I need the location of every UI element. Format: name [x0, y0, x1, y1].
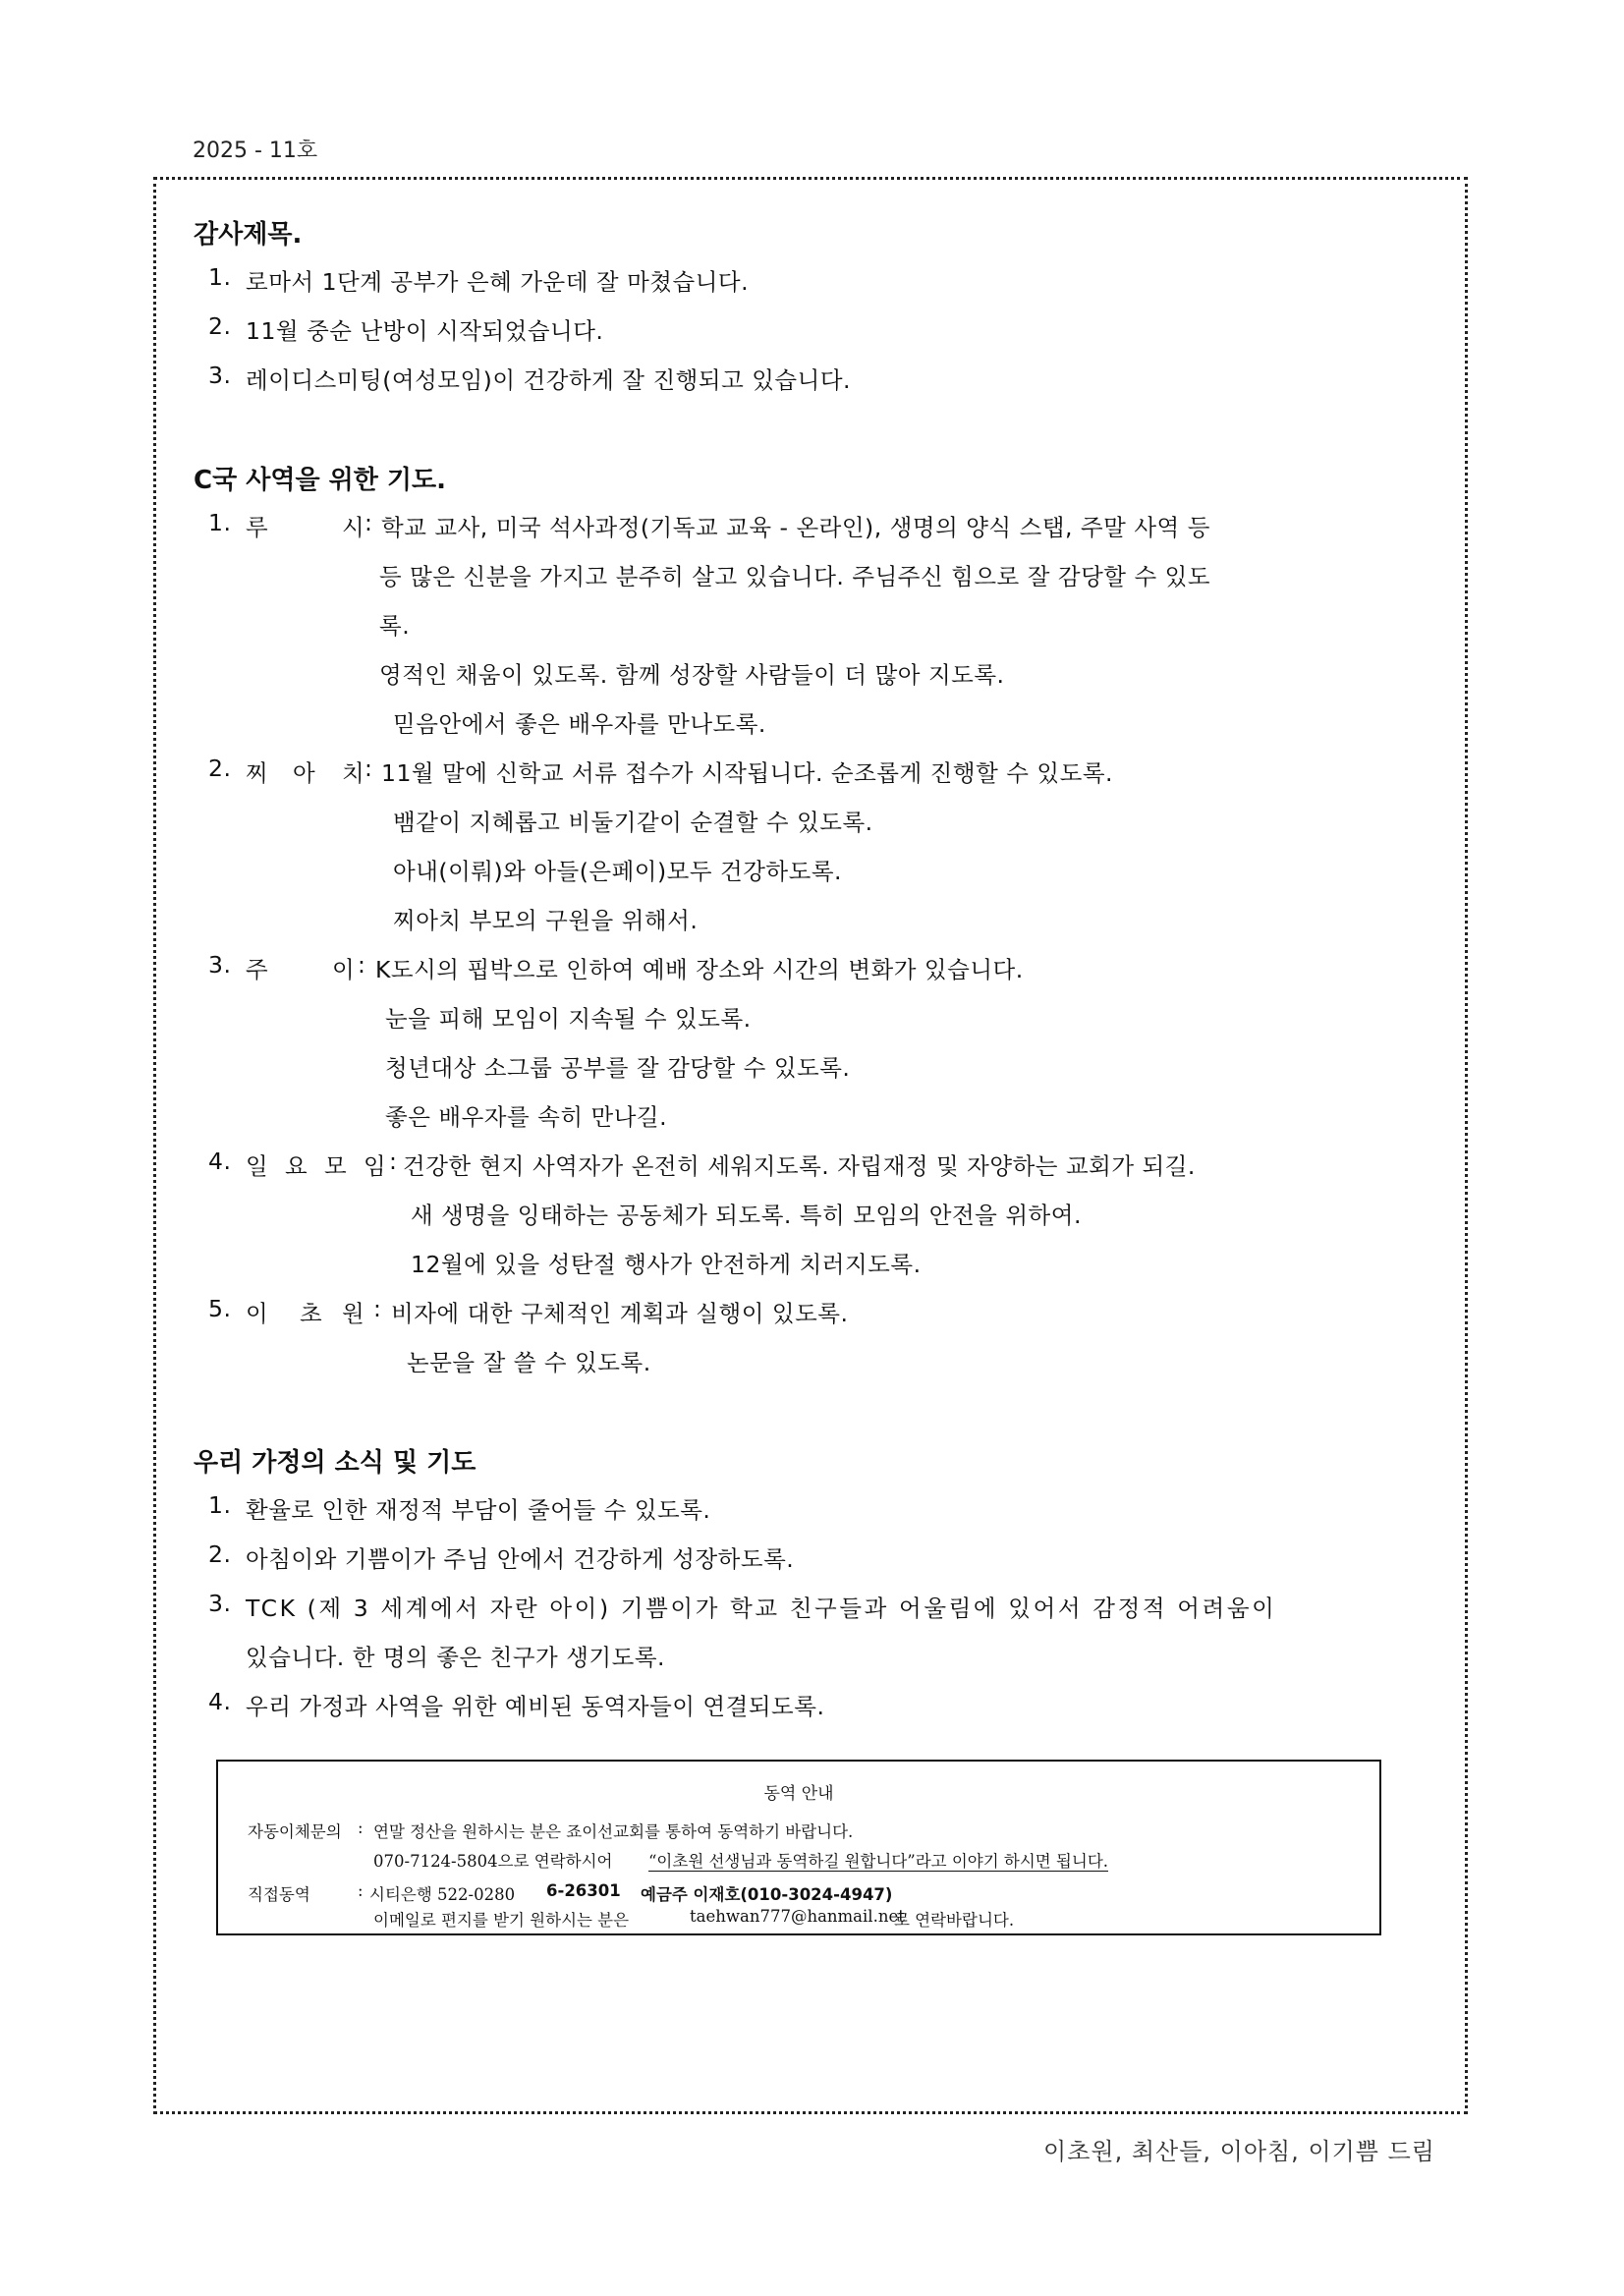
- signature: 이초원, 최산들, 이아침, 이기쁨 드림: [1043, 2138, 1435, 2165]
- prayer-line: 새 생명을 잉태하는 공동체가 되도록. 특히 모임의 안전을 위하여.: [411, 1202, 1082, 1229]
- person-name-char: 루: [246, 514, 269, 541]
- list-item-number: 3.: [208, 362, 232, 389]
- prayer-line: 비자에 대한 구체적인 계획과 실행이 있도록.: [391, 1300, 849, 1327]
- prayer-line: 록.: [379, 612, 411, 640]
- prayer-line: 11월 말에 신학교 서류 접수가 시작됩니다. 순조롭게 진행할 수 있도록.: [381, 759, 1113, 787]
- name-separator: :: [364, 509, 373, 536]
- prayer-line: 학교 교사, 미국 석사과정(기독교 교육 - 온라인), 생명의 양식 스탭, 주말 사역 등: [381, 514, 1210, 541]
- person-name-char: 이: [332, 956, 356, 983]
- person-name-char: 임: [364, 1152, 387, 1180]
- list-item-number: 1.: [208, 1491, 232, 1519]
- prayer-line: K도시의 핍박으로 인하여 예배 장소와 시간의 변화가 있습니다.: [375, 956, 1024, 983]
- section-title-family: 우리 가정의 소식 및 기도: [194, 1448, 476, 1478]
- person-name-char: 아: [293, 759, 316, 787]
- prayer-line: 믿음안에서 좋은 배우자를 만나도록.: [393, 710, 766, 738]
- list-item-number: 2.: [208, 312, 232, 340]
- list-item-text: 로마서 1단계 공부가 은혜 가운데 잘 마쳤습니다.: [246, 268, 750, 296]
- direct-support-label: 직접동역: [248, 1885, 310, 1904]
- person-name-char: 시: [342, 514, 365, 541]
- list-item-number: 1.: [208, 263, 232, 291]
- bank-account-suffix: 6-26301: [546, 1881, 621, 1900]
- person-name-char: 일: [246, 1152, 269, 1180]
- prayer-line: 아내(이뤄)와 아들(은페이)모두 건강하도록.: [393, 858, 842, 885]
- support-info-box: [216, 1760, 1381, 1935]
- person-name-char: 원: [342, 1300, 365, 1327]
- person-name-char: 모: [324, 1152, 348, 1180]
- list-item-number: 2.: [208, 755, 232, 782]
- name-separator: :: [364, 755, 373, 782]
- prayer-line: 영적인 채움이 있도록. 함께 성장할 사람들이 더 많아 지도록.: [379, 661, 1005, 689]
- list-item-text: 아침이와 기쁨이가 주님 안에서 건강하게 성장하도록.: [246, 1545, 795, 1573]
- section-title-ministry: C국 사역을 위한 기도.: [194, 466, 447, 495]
- prayer-line: 청년대상 소그룹 공부를 잘 감당할 수 있도록.: [385, 1054, 851, 1082]
- prayer-line: 건강한 현지 사역자가 온전히 세워지도록. 자립재정 및 자양하는 교회가 되길.: [403, 1152, 1196, 1180]
- person-name-char: 치: [342, 759, 365, 787]
- list-item-number: 3.: [208, 951, 232, 979]
- name-separator: :: [373, 1295, 382, 1322]
- bank-account-prefix: 시티은행 522-0280: [369, 1885, 516, 1904]
- email-note-suffix: 로 연락바랍니다.: [894, 1911, 1015, 1930]
- prayer-line: 논문을 잘 쓸 수 있도록.: [407, 1349, 651, 1376]
- prayer-line: 12월에 있을 성탄절 행사가 안전하게 치러지도록.: [411, 1251, 922, 1278]
- prayer-line: 등 많은 신분을 가지고 분주히 살고 있습니다. 주님주신 힘으로 잘 감당할 수 있도: [379, 563, 1211, 590]
- list-item-text: 있습니다. 한 명의 좋은 친구가 생기도록.: [246, 1644, 666, 1671]
- account-holder: 예금주 이재호(010-3024-4947): [641, 1885, 893, 1904]
- person-name-char: 이: [246, 1300, 269, 1327]
- list-item-text: TCK (제 3 세계에서 자란 아이) 기쁨이가 학교 친구들과 어울림에 있어서 감정적 어려움이: [246, 1595, 1277, 1622]
- list-item-text: 11월 중순 난방이 시작되었습니다.: [246, 317, 604, 345]
- prayer-line: 좋은 배우자를 속히 만나길.: [385, 1103, 668, 1131]
- support-box-title: 동역 안내: [763, 1784, 834, 1804]
- email-note-prefix: 이메일로 편지를 받기 원하시는 분은: [373, 1911, 630, 1930]
- person-name-char: 요: [285, 1152, 308, 1180]
- auto-transfer-label: 자동이체문의: [248, 1822, 342, 1841]
- list-item-text: 환율로 인한 재정적 부담이 줄어들 수 있도록.: [246, 1496, 711, 1524]
- direct-support-separator: :: [358, 1881, 364, 1900]
- list-item-number: 1.: [208, 509, 232, 536]
- prayer-line: 뱀같이 지혜롭고 비둘기같이 순결할 수 있도록.: [393, 809, 873, 836]
- person-name-char: 주: [246, 956, 269, 983]
- issue-number: 2025 - 11호: [193, 139, 318, 163]
- list-item-number: 4.: [208, 1688, 232, 1715]
- name-separator: :: [358, 951, 366, 979]
- section-title-thanks: 감사제목.: [194, 220, 303, 250]
- prayer-line: 찌아치 부모의 구원을 위해서.: [393, 907, 699, 934]
- list-item-text: 우리 가정과 사역을 위한 예비된 동역자들이 연결되도록.: [246, 1693, 825, 1720]
- list-item-text: 레이디스미팅(여성모임)이 건강하게 잘 진행되고 있습니다.: [246, 366, 852, 394]
- list-item-number: 5.: [208, 1295, 232, 1322]
- list-item-number: 3.: [208, 1590, 232, 1617]
- person-name-char: 초: [300, 1300, 323, 1327]
- email-address[interactable]: taehwan777@hanmail.net: [690, 1907, 905, 1926]
- auto-transfer-separator: :: [358, 1819, 364, 1837]
- person-name-char: 찌: [246, 759, 269, 787]
- auto-transfer-phone: 070-7124-5804으로 연락하시어: [373, 1852, 613, 1871]
- list-item-number: 2.: [208, 1540, 232, 1568]
- auto-transfer-line1: 연말 정산을 원하시는 분은 죠이선교회를 통하여 동역하기 바랍니다.: [373, 1822, 854, 1841]
- name-separator: :: [389, 1148, 398, 1175]
- prayer-line: 눈을 피해 모임이 지속될 수 있도록.: [385, 1005, 752, 1033]
- list-item-number: 4.: [208, 1148, 232, 1175]
- auto-transfer-instruction: “이초원 선생님과 동역하길 원합니다”라고 이야기 하시면 됩니다.: [648, 1852, 1108, 1871]
